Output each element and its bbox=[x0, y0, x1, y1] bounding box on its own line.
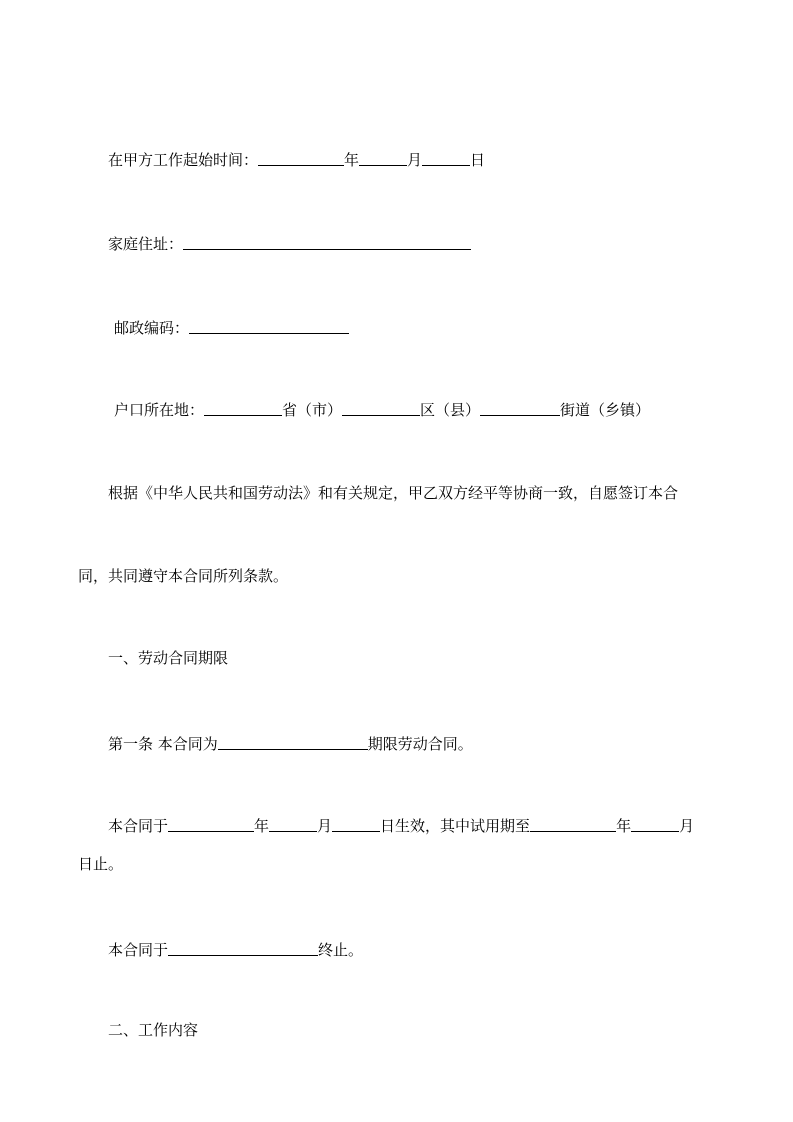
preamble-line-2: 同，共同遵守本合同所列条款。 bbox=[78, 567, 289, 585]
start-day-blank[interactable] bbox=[422, 149, 470, 166]
start-year-blank[interactable] bbox=[258, 149, 344, 166]
home-address-label: 家庭住址： bbox=[108, 235, 184, 253]
start-day-unit: 日 bbox=[470, 151, 486, 169]
start-date-label: 在甲方工作起始时间： bbox=[108, 151, 259, 169]
article-1-line bbox=[108, 732, 473, 752]
home-address-line bbox=[108, 232, 471, 252]
start-month-unit: 月 bbox=[407, 151, 423, 169]
effective-line-2: 日止。 bbox=[78, 855, 124, 873]
termination-line bbox=[108, 938, 363, 958]
article-1-suffix: 期限劳动合同。 bbox=[367, 735, 473, 753]
province-unit: 省（市） bbox=[282, 401, 343, 419]
effective-day-blank[interactable] bbox=[332, 815, 380, 832]
effective-month-unit: 月 bbox=[317, 817, 333, 835]
probation-year-unit: 年 bbox=[616, 817, 632, 835]
start-month-blank[interactable] bbox=[359, 149, 407, 166]
effective-line bbox=[108, 814, 694, 834]
district-blank[interactable] bbox=[342, 399, 420, 416]
probation-year-blank[interactable] bbox=[530, 815, 616, 832]
termination-blank[interactable] bbox=[168, 939, 318, 956]
household-line bbox=[114, 398, 650, 418]
preamble-line-1: 根据《中华人民共和国劳动法》和有关规定，甲乙双方经平等协商一致，自愿签订本合 bbox=[108, 484, 679, 502]
postal-code-label: 邮政编码： bbox=[114, 319, 190, 337]
district-unit: 区（县） bbox=[420, 401, 481, 419]
effective-year-blank[interactable] bbox=[168, 815, 254, 832]
contract-term-blank[interactable] bbox=[218, 733, 368, 750]
household-label: 户口所在地： bbox=[114, 401, 205, 419]
postal-code-line bbox=[114, 316, 349, 336]
province-blank[interactable] bbox=[204, 399, 282, 416]
probation-month-blank[interactable] bbox=[631, 815, 679, 832]
probation-month-unit: 月 bbox=[679, 817, 695, 835]
effective-month-blank[interactable] bbox=[269, 815, 317, 832]
postal-code-blank[interactable] bbox=[189, 317, 349, 334]
termination-suffix: 终止。 bbox=[318, 941, 364, 959]
start-year-unit: 年 bbox=[344, 151, 360, 169]
effective-day-text: 日生效，其中试用期至 bbox=[380, 817, 531, 835]
street-blank[interactable] bbox=[480, 399, 560, 416]
section-1-title: 一、劳动合同期限 bbox=[108, 649, 229, 667]
effective-year-unit: 年 bbox=[254, 817, 270, 835]
section-2-title: 二、工作内容 bbox=[108, 1021, 199, 1039]
article-1-prefix: 第一条 本合同为 bbox=[108, 735, 218, 753]
street-unit: 街道（乡镇） bbox=[560, 401, 651, 419]
effective-prefix: 本合同于 bbox=[108, 817, 169, 835]
home-address-blank[interactable] bbox=[183, 233, 471, 250]
termination-prefix: 本合同于 bbox=[108, 941, 169, 959]
start-date-line bbox=[108, 148, 485, 168]
